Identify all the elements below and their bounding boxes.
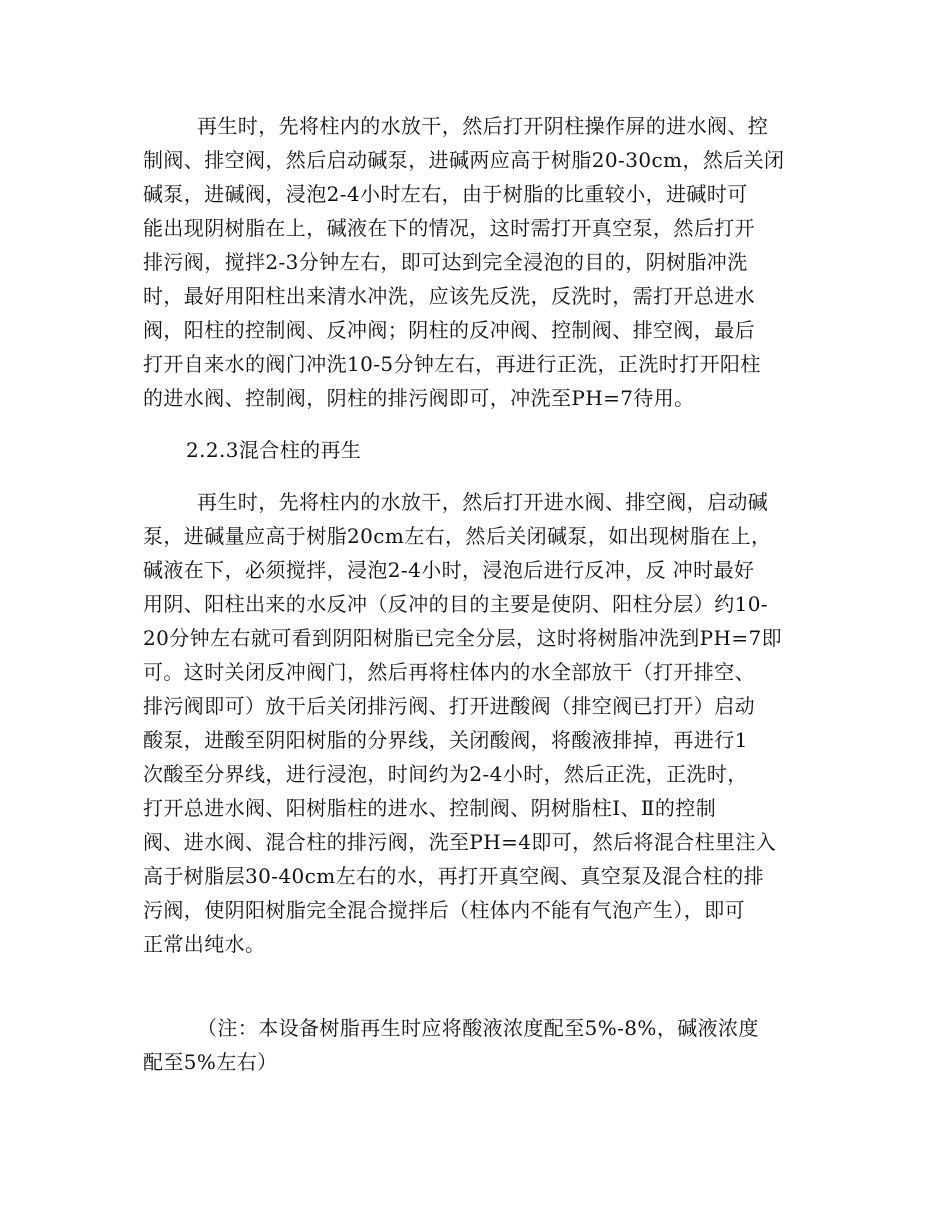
paragraph-2-line: 次酸至分界线，进行浸泡，时间约为2-4小时，然后正洗，正洗时， <box>143 762 748 786</box>
paragraph-2-line: 酸泵，进酸至阴阳树脂的分界线，关闭酸阀，将酸液排掉，再进行1 <box>143 728 748 752</box>
paragraph-2-line: 可。这时关闭反冲阀门，然后再将柱体内的水全部放干（打开排空、 <box>143 660 755 684</box>
paragraph-2-line: 高于树脂层30-40cm左右的水，再打开真空阀、真空泵及混合柱的排 <box>143 864 765 888</box>
paragraph-2-line: 20分钟左右就可看到阴阳树脂已完全分层，这时将树脂冲洗到PH=7即 <box>143 626 783 650</box>
paragraph-2-line: 排污阀即可）放干后关闭排污阀、打开进酸阀（排空阀已打开）启动 <box>143 694 755 718</box>
paragraph-2-line: 再生时，先将柱内的水放干，然后打开进水阀、排空阀，启动碱 <box>197 490 769 514</box>
section-heading: 2.2.3混合柱的再生 <box>186 438 362 462</box>
paragraph-1-line: 时，最好用阳柱出来清水冲洗，应该先反洗，反洗时，需打开总进水 <box>143 284 755 308</box>
paragraph-1-line: 碱泵，进碱阀，浸泡2-4小时左右，由于树脂的比重较小，进碱时可 <box>143 182 748 206</box>
paragraph-2-line: 用阴、阳柱出来的水反冲（反冲的目的主要是使阴、阳柱分层）约10- <box>143 592 769 616</box>
paragraph-2-line: 阀、进水阀、混合柱的排污阀，洗至PH=4即可，然后将混合柱里注入 <box>143 830 777 854</box>
paragraph-2-line: 打开总进水阀、阳树脂柱的进水、控制阀、阴树脂柱Ⅰ、Ⅱ的控制 <box>143 796 717 820</box>
paragraph-1-line: 排污阀，搅拌2-3分钟左右，即可达到完全浸泡的目的，阴树脂冲洗 <box>143 250 748 274</box>
paragraph-1-line: 再生时，先将柱内的水放干，然后打开阴柱操作屏的进水阀、控 <box>197 114 769 138</box>
paragraph-1-line: 阀，阳柱的控制阀、反冲阀；阴柱的反冲阀、控制阀、排空阀，最后 <box>143 318 755 342</box>
paragraph-1-line: 制阀、排空阀，然后启动碱泵，进碱两应高于树脂20-30cm，然后关闭 <box>143 148 785 172</box>
paragraph-1-line: 打开自来水的阀门冲洗10-5分钟左右，再进行正洗，正洗时打开阳柱 <box>143 352 761 376</box>
paragraph-1-line: 能出现阴树脂在上，碱液在下的情况，这时需打开真空泵，然后打开 <box>143 216 755 240</box>
note-line: 配至5%左右） <box>143 1050 278 1074</box>
paragraph-2-line: 污阀，使阴阳树脂完全混合搅拌后（柱体内不能有气泡产生），即可 <box>143 898 745 922</box>
paragraph-2-line: 正常出纯水。 <box>143 932 266 956</box>
paragraph-1-line: 的进水阀、控制阀，阴柱的排污阀即可，冲洗至PH=7待用。 <box>143 386 695 410</box>
paragraph-2-line: 泵，进碱量应高于树脂20cm左右，然后关闭碱泵，如出现树脂在上， <box>143 524 772 548</box>
note-line: （注：本设备树脂再生时应将酸液浓度配至5%-8%，碱液浓度 <box>197 1016 759 1040</box>
paragraph-2-line: 碱液在下，必须搅拌，浸泡2-4小时，浸泡后进行反冲，反 冲时最好 <box>143 558 755 582</box>
